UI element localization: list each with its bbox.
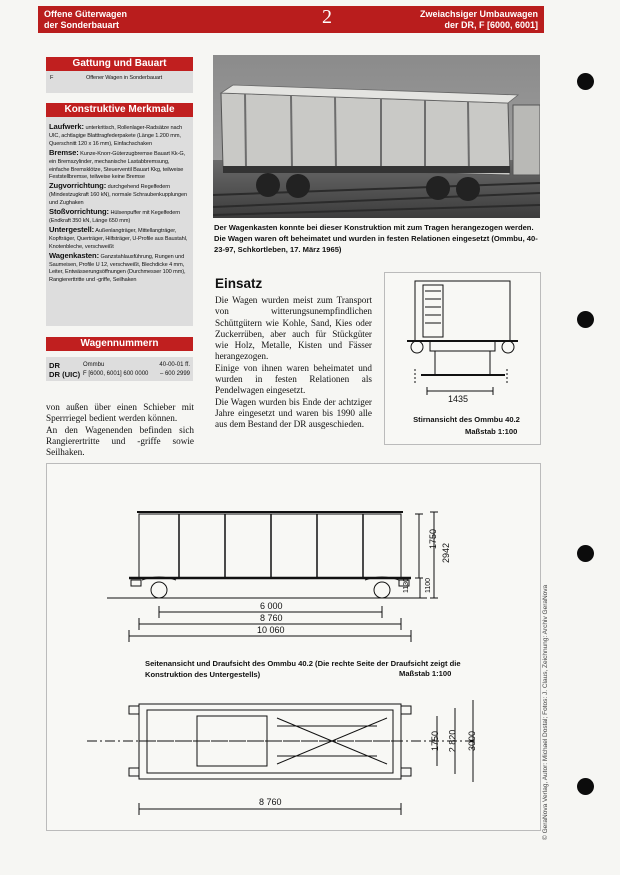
wagennummer-row: DR (UIC) F [6000, 6001] 600 0000 – 600 2999 [49,370,190,379]
photo-caption: Der Wagenkasten konnte bei dieser Konstruktion mit zum Tragen herangezogen werden. Die Wagen waren oft beheimatet und wurden in festen Relationen eingesetzt (Ommbu, 40-23-97, Schkortleben, 17. März 1965) [214,223,538,254]
dim-outer-width: 2 820 [447,729,458,753]
merkmal-item: Zugvorrichtung: durchgehend Regelfedern (Mindestzugkraft 160 kN), normale Schraubenkupplungen und Zughaken [49,181,188,207]
dim-length-frame: 8 760 [260,613,283,623]
gattung-row [46,71,193,83]
dim-height-box: 1750 [428,528,439,550]
merkmal-item: Untergestell: Außenlangträger, Mittellangträger, Kopfträger, Querträger, Hilfsträger, U-Profile aus Baustahl, Knotenbleche, verschweißt [49,224,188,250]
merkmale-title: Konstruktive Merkmale [46,103,193,117]
merkmale-box [46,103,193,326]
side-view-scale: Maßstab 1:100 [399,669,452,678]
front-view-figure [384,272,541,445]
dim-total-width: 3000 [467,730,478,752]
einsatz-title: Einsatz [215,276,263,291]
punch-hole [577,311,594,328]
side-view-caption: Seitenansicht und Draufsicht des Ommbu 40.2 (Die rechte Seite der Draufsicht zeigt die Konstruktion des Untergestells) [145,659,461,679]
wagon-photo [213,55,540,218]
dim-height-total: 2942 [441,542,452,564]
gattung-code: F [50,75,54,81]
side-top-view-figure [46,463,541,831]
dim-inner-width: 1750 [430,730,441,752]
front-view-drawing [385,273,540,403]
punch-hole [577,545,594,562]
wagennummer-row: DR Ommbu 40-00-01 ff. [49,361,190,370]
wagennummern-title: Wagennummern [46,337,193,351]
merkmal-item: Stoßvorrichtung: Hülsenpuffer mit Kegelfedern (Endkraft 350 kN, Länge 650 mm) [49,207,181,224]
dim-buffer-height: 1100 [425,577,433,594]
front-view-scale: Maßstab 1:100 [465,427,518,436]
page-header [38,6,544,33]
front-view-caption: Stirnansicht des Ommbu 40.2 [413,415,520,424]
header-right-title: Zweiachsiger Umbauwagen der DR, F [6000, 6001] [419,9,538,30]
gattung-title: Gattung und Bauart [46,57,193,71]
punch-hole [577,778,594,795]
left-column-text: von außen über einen Schieber mit Sperrriegel bedient werden können. An den Wagenenden befinden sich Rangierertritte und -griffe sowie Seilhaken. [46,402,194,458]
page-number: 2 [322,6,332,28]
einsatz-text: Die Wagen wurden meist zum Transport von witterungsunempfindlichen Schüttgütern wie Kohle, Sand, Kies oder Zuckerrüben, aber auch für Stückgüter wie Holz, Metalle, Kisten und Fässer herangezogen. Einige von ihnen waren beheimatet und wurden in festen Relationen als Pendelwagen eingesetzt. Die Wagen wurden bis Ende der achtziger Jahre eingesetzt und waren bis 1990 alle aus dem Bestand der DR ausgeschieden. [215,295,372,430]
dim-top-length: 8 760 [259,797,282,807]
merkmal-item: Bremse: Kunze-Knorr-Güterzugbremse Bauart Kk-G, ein Bremszylinder, mechanische Lastabbremsung, einfache Bremsklötze, Steuerventil Bauart Kkg, teilweise Feststellbremse, teilweise keine Bremse [49,147,186,181]
dim-wheelbase: 6 000 [260,601,283,611]
front-dim-gauge: 1435 [448,394,469,404]
dim-length-total: 10 060 [257,625,285,635]
wagennummern-box [46,337,193,381]
side-top-drawing [47,464,540,830]
gattung-box [46,57,193,93]
merkmal-item: Wagenkasten: Ganzstahlausführung, Rungen und Saumeisen, Profile U 12, verschweißt, Blechdicke 4 mm, Leiter, Entwässerungsöffnungen (Durchmesser 100 mm), Rangiererttritte und -griffe, Seilhaken [49,250,186,284]
gattung-description: Offener Wagen in Sonderbauart [86,75,163,81]
merkmal-item: Laufwerk: unterkritisch, Rollenlager-Radsätze nach UIC, achtlagige Blatttragfederpakete (Länge 1.200 mm, Querschnitt 120 x 16 mm), Einfachschaken [49,122,183,147]
header-left-title: Offene Güterwagen der Sonderbauart [44,9,128,30]
credit-line: © GeraNova Verlag, Autor: Michael Dostal; Fotos: J. Claus, Zeichnung: Archiv GeraNova [542,584,549,840]
punch-hole [577,73,594,90]
dim-axle: 1130 [403,577,411,594]
